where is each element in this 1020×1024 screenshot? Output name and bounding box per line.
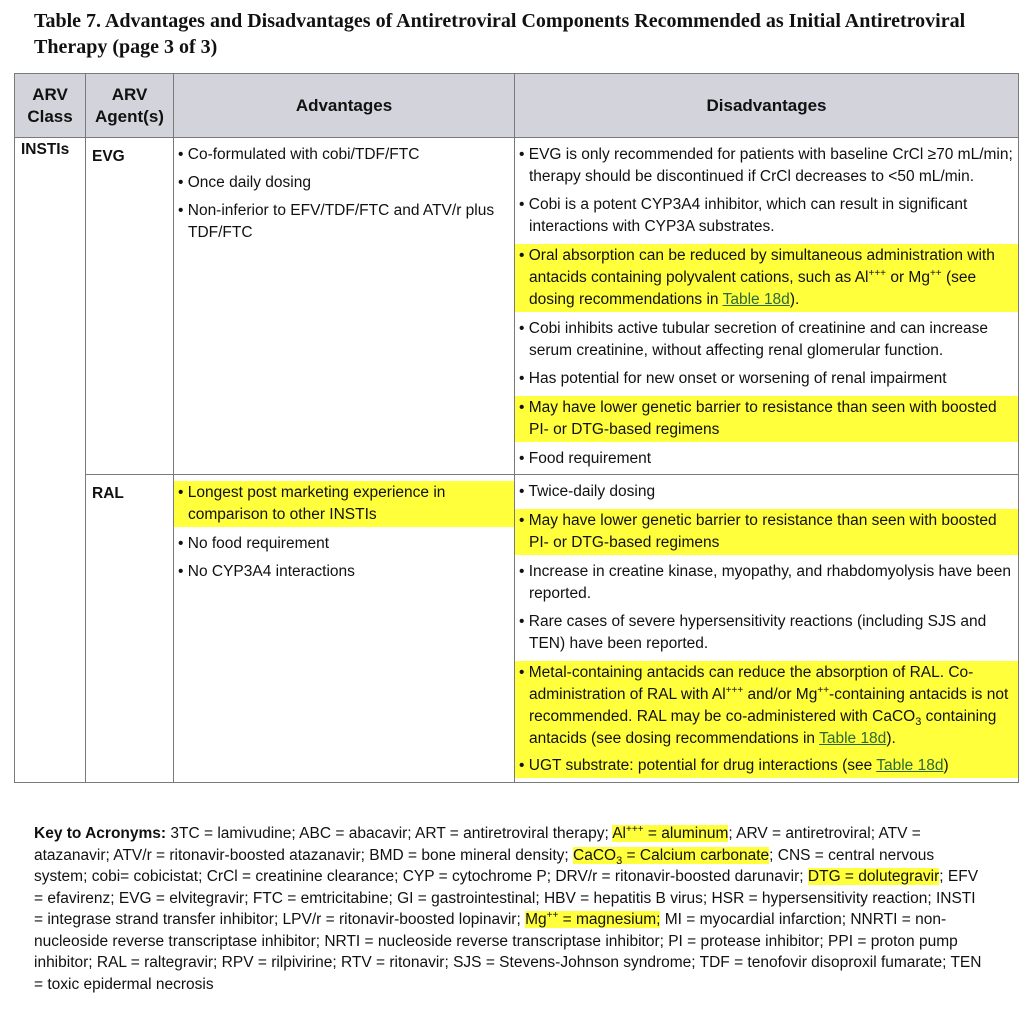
list-item: • No food requirement [178,535,330,552]
acronym-key: Key to Acronyms: 3TC = lamivudine; ABC = abacavir; ART = antiretroviral therapy; Al+++ = aluminum; ARV = antiretroviral; ATV = atazanavir; ATV/r = ritonavir-boosted atazanavir; BMD = bone mineral density; CaCO$_3$ = Calcium carbonate; CNS = central nervous system; cobi= cobicistat; CrCl = creatinine clearance; CYP = cytochrome P; DRV/r = ritonavir-boosted darunavir; DTG = dolutegravir; EFV = efavirenz; EVG = elvitegravir; FTC = emtricitabine; GI = gastrointestinal; HBV = hepatitis B virus; HSR = hypersensitivity reaction; INSTI = integrase strand transfer inhibitor; LPV/r = ritonavir-boosted lopinavir; Mg++ = magnesium; MI = myocardial infarction; NNRTI = non-nucleoside reverse transcriptase inhibitor; NRTI = nucleoside reverse transcriptase inhibitor; PI = protease inhibitor; PPI = proton pump inhibitor; RAL = raltegravir; RPV = rilpivirine; RTV = ritonavir; SJS = Stevens-Johnson syndrome; TDF = tenofovir disoproxil fumarate; TEN = toxic epidermal necrosis [34,823,982,993]
list-item-highlighted: • May have lower genetic barrier to resistance than seen with boosted PI- or DTG-based regimens [515,396,1018,442]
highlight-dolutegravir: DTG = dolutegravir [807,868,940,885]
list-item-highlighted: • Metal-containing antacids can reduce the absorption of RAL. Co-administration of RAL with Al+++ and/or Mg++-containing antacids is not recommended. RAL may be co-administered with CaCO$_3$ containing antacids (see dosing recommendations in Table 18d). [515,661,1018,751]
list-item: • Food requirement [519,450,652,467]
highlight-magnesium: Mg++ = magnesium; [525,909,661,928]
highlight-calcium-carbonate: CaCO$_3$ = Calcium carbonate [573,846,770,867]
table-row-evg [15,138,1019,475]
arv-class-cell: INSTIs [15,138,86,783]
header-row [15,74,1019,138]
list-item: • Twice-daily dosing [519,483,656,500]
list-item: • Once daily dosing [178,174,311,191]
list-item: • Increase in creatine kinase, myopathy, and rhabdomyolysis have been reported. [519,563,1011,602]
evg-advantages [174,138,515,475]
list-item: • Has potential for new onset or worsening of renal impairment [519,370,947,387]
list-item: • Rare cases of severe hypersensitivity reactions (including SJS and TEN) have been reported. [519,613,987,652]
table-18d-link[interactable]: Table 18d [722,291,790,308]
list-item-highlighted: • Longest post marketing experience in comparison to other INSTIs [174,481,514,527]
table-18d-link[interactable]: Table 18d [876,757,944,774]
agent-evg: EVG [86,138,174,475]
arv-table [14,73,1019,783]
ral-advantages [174,475,515,783]
list-item: • Non-inferior to EFV/TDF/FTC and ATV/r plus TDF/FTC [178,202,495,241]
header-arv-agent: ARV Agent(s) [86,74,174,138]
table-row-ral [15,475,1019,783]
list-item: • Cobi is a potent CYP3A4 inhibitor, which can result in significant interactions with CYP3A substrates. [519,196,968,235]
table-18d-link[interactable]: Table 18d [819,730,887,747]
list-item-highlighted: • May have lower genetic barrier to resistance than seen with boosted PI- or DTG-based regimens [515,509,1018,555]
list-item: • No CYP3A4 interactions [178,563,355,580]
header-arv-class: ARV Class [15,74,86,138]
list-item-highlighted: • UGT substrate: potential for drug interactions (see Table 18d) [515,751,1018,778]
list-item-highlighted: • Oral absorption can be reduced by simultaneous administration with antacids containing polyvalent cations, such as Al+++ or Mg++ (see dosing recommendations in Table 18d). [515,244,1018,312]
list-item: • Cobi inhibits active tubular secretion of creatinine and can increase serum creatinine, without affecting renal glomerular function. [519,320,988,359]
list-item: • EVG is only recommended for patients with baseline CrCl ≥70 mL/min; therapy should be discontinued if CrCl decreases to <50 mL/min. [519,146,1013,185]
table-title: Table 7. Advantages and Disadvantages of Antiretroviral Components Recommended as Initial Antiretroviral Therapy (page 3 of 3) [34,10,966,58]
header-disadvantages: Disadvantages [515,74,1019,138]
evg-disadvantages [515,138,1019,475]
list-item: • Co-formulated with cobi/TDF/FTC [178,146,420,163]
key-label: Key to Acronyms: [34,825,167,842]
ral-disadvantages [515,475,1019,783]
highlight-aluminum: Al+++ = aluminum [612,823,729,842]
header-advantages: Advantages [174,74,515,138]
agent-ral: RAL [86,475,174,783]
